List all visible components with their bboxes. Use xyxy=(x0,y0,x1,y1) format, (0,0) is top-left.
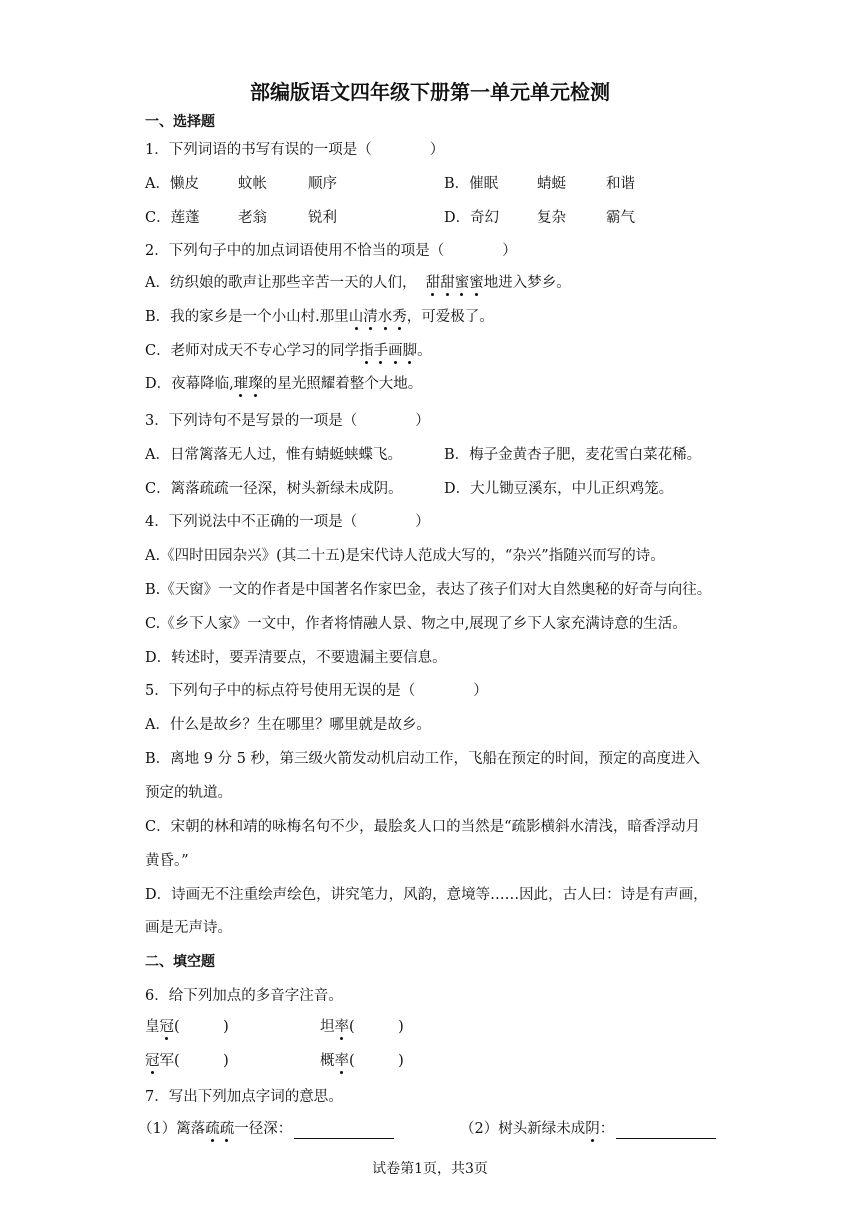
q1-a-word-2: 蚊帐 xyxy=(238,176,267,192)
q2-c-text-end: 。 xyxy=(417,343,432,359)
dotted-char: 蜜 xyxy=(454,275,470,291)
dotted-char: 疏 xyxy=(219,1121,235,1137)
dotted-char: 疏 xyxy=(205,1121,220,1137)
q5-option-d-line2: 画是无声诗。 xyxy=(145,920,232,936)
q5-option-b-line2: 预定的轨道。 xyxy=(145,785,232,801)
q1-b-word-2: 蜻蜓 xyxy=(537,176,566,192)
q2-option-c xyxy=(145,341,432,361)
q4-option-c: C.《乡下人家》一文中，作者将情融人景、物之中,展现了乡下人家充满诗意的生活。 xyxy=(145,616,687,632)
question-6-stem: 6．给下列加点的多音字注音。 xyxy=(145,988,343,1004)
q2-option-b xyxy=(145,307,494,327)
q4-option-b: B.《天窗》一文的作者是中国著名作家巴金，表达了孩子们对大自然奥秘的好奇与向往。 xyxy=(145,582,712,598)
dotted-char: 蜜 xyxy=(469,275,484,291)
dotted-char: 率 xyxy=(334,1053,349,1069)
q6-item-1 xyxy=(145,1017,229,1037)
dotted-char: 率 xyxy=(334,1019,349,1035)
q7-text: （2）树头新绿未成 xyxy=(460,1121,586,1137)
question-7-stem: 7．写出下列加点字词的意思。 xyxy=(145,1089,343,1105)
q6-char: 军 xyxy=(159,1053,174,1069)
q6-item-2 xyxy=(320,1017,404,1037)
question-2-stem: 2．下列句子中的加点词语使用不恰当的项是（ ） xyxy=(145,243,517,259)
q2-b-text: B．我的家乡是一个小山村.那里 xyxy=(145,309,349,325)
q1-c-word-2: 老翁 xyxy=(238,210,267,226)
pinyin-blank[interactable]: ( ) xyxy=(349,1019,404,1035)
q4-option-a: A.《四时田园杂兴》(其二十五)是宋代诗人范成大写的，“杂兴”指随兴而写的诗。 xyxy=(145,548,665,564)
q1-b-word-3: 和谐 xyxy=(606,176,635,192)
q1-a-word-3: 顺序 xyxy=(308,176,337,192)
q3-option-d: D．大儿锄豆溪东，中儿正织鸡笼。 xyxy=(444,481,674,497)
dotted-char: 手 xyxy=(373,343,389,359)
q3-option-a: A．日常篱落无人过，惟有蜻蜓蛱蝶飞。 xyxy=(145,447,402,463)
q6-item-4 xyxy=(320,1051,404,1071)
section-heading-fill: 二、填空题 xyxy=(145,954,215,970)
dotted-char: 甜 xyxy=(440,275,455,291)
q5-option-a: A．什么是故乡？生在哪里？哪里就是故乡。 xyxy=(145,717,431,733)
q7-text-end: 一径深： xyxy=(234,1121,293,1137)
question-5-stem: 5．下列句子中的标点符号使用无误的是（ ） xyxy=(145,683,488,699)
dotted-char: 清 xyxy=(363,309,378,325)
q2-a-text-end: 地进入梦乡。 xyxy=(483,275,571,291)
pinyin-blank[interactable]: ( ) xyxy=(174,1053,229,1069)
dotted-char: 冠 xyxy=(159,1019,174,1035)
q5-option-c-line1: C．宋朝的林和靖的咏梅名句不少，最脍炙人口的当然是“疏影横斜水清浅，暗香浮动月 xyxy=(145,819,701,835)
q6-item-3 xyxy=(145,1051,229,1071)
q1-c-word-1: C．莲蓬 xyxy=(145,210,200,226)
q2-option-a xyxy=(145,273,571,293)
q6-char: 皇 xyxy=(145,1019,160,1035)
pinyin-blank[interactable]: ( ) xyxy=(174,1019,229,1035)
q7-item-1 xyxy=(138,1119,394,1139)
q2-b-text-end: ，可爱极了。 xyxy=(406,309,494,325)
page-title: 部编版语文四年级下册第一单元单元检测 xyxy=(250,80,610,104)
q1-b-word-1: B．催眠 xyxy=(444,176,499,192)
q1-option-a xyxy=(145,174,199,194)
dotted-char: 山 xyxy=(348,309,364,325)
q2-c-text: C．老师对成天不专心学习的同学 xyxy=(145,343,360,359)
q4-option-d: D．转述时，要弄清要点，不要遗漏主要信息。 xyxy=(145,650,447,666)
q2-d-text: D．夜幕降临, xyxy=(145,376,234,392)
page-footer: 试卷第1页，共3页 xyxy=(372,1161,488,1177)
answer-blank[interactable] xyxy=(294,1124,394,1139)
pinyin-blank[interactable]: ( ) xyxy=(349,1053,404,1069)
dotted-char: 璀 xyxy=(233,376,249,392)
q5-option-c-line2: 黄昏。” xyxy=(145,853,189,869)
q6-char: 概 xyxy=(320,1053,335,1069)
section-heading-choice: 一、选择题 xyxy=(145,114,215,130)
dotted-char: 画 xyxy=(388,343,403,359)
q5-option-b-line1: B．离地 9 分 5 秒，第三级火箭发动机启动工作，飞船在预定的时间，预定的高度进入 xyxy=(145,751,701,767)
q1-d-word-3: 霸气 xyxy=(606,210,635,226)
q3-option-b: B．梅子金黄杏子肥，麦花雪白菜花稀。 xyxy=(444,447,702,463)
q6-char: 坦 xyxy=(320,1019,335,1035)
answer-blank[interactable] xyxy=(616,1124,716,1139)
dotted-char: 冠 xyxy=(145,1053,160,1069)
q2-a-text: A．纺织娘的歌声让那些辛苦一天的人们， xyxy=(145,275,417,291)
dotted-char: 水 xyxy=(377,309,393,325)
q5-option-d-line1: D．诗画无不注重绘声绘色，讲究笔力，风韵，意境等……因此，古人曰：诗是有声画， xyxy=(145,887,708,903)
q7-item-2 xyxy=(460,1119,716,1139)
question-3-stem: 3．下列诗句不是写景的一项是（ ） xyxy=(145,413,430,429)
q2-d-text-end: 的星光照耀着整个大地。 xyxy=(262,376,423,392)
q7-text-end: ： xyxy=(599,1121,615,1137)
q3-option-c: C．篱落疏疏一径深，树头新绿未成阴。 xyxy=(145,481,403,497)
dotted-char: 指 xyxy=(359,343,374,359)
dotted-char: 秀 xyxy=(392,309,407,325)
q1-d-word-1: D．奇幻 xyxy=(444,210,500,226)
q1-d-word-2: 复杂 xyxy=(537,210,566,226)
q2-option-d xyxy=(145,374,422,394)
dotted-char: 璨 xyxy=(248,376,263,392)
q1-c-word-3: 锐利 xyxy=(308,210,337,226)
question-1-stem: 1．下列词语的书写有误的一项是（ ） xyxy=(145,142,445,158)
dotted-char: 阴 xyxy=(585,1121,600,1137)
dotted-char: 甜 xyxy=(425,275,441,291)
dotted-char: 脚 xyxy=(402,343,418,359)
q7-text: （1）篱落 xyxy=(138,1121,206,1137)
q1-a-word-1: A．懒皮 xyxy=(145,176,199,192)
question-4-stem: 4．下列说法中不正确的一项是（ ） xyxy=(145,514,430,530)
